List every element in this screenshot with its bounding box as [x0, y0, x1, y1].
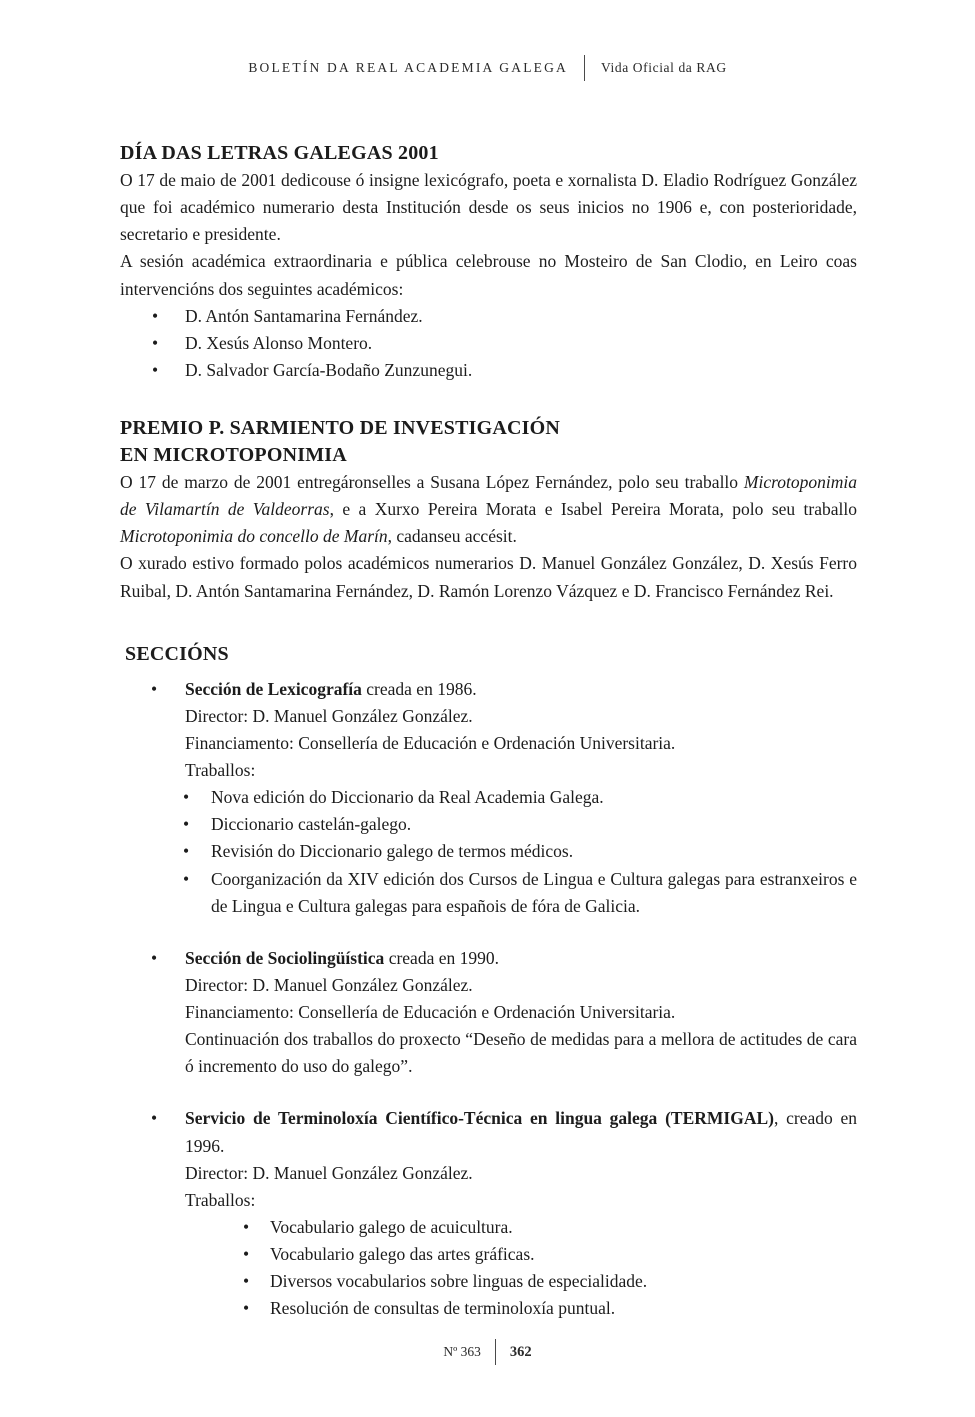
header-section-title: Vida Oficial da RAG — [601, 59, 727, 75]
italic-title: Microtoponimia do concello de Marín — [120, 526, 388, 547]
text-run: , e a Xurxo Pereira Morata e Isabel Pereira Morata, polo seu traballo — [329, 499, 857, 520]
page-footer — [0, 1339, 975, 1365]
list-item: • Revisión do Diccionario galego de termos médicos. — [185, 838, 857, 865]
list-item: • D. Salvador García-Bodaño Zunzunegui. — [120, 357, 857, 384]
seccion-item-lexicografia — [120, 676, 857, 920]
list-item: • Diccionario castelán-galego. — [185, 811, 857, 838]
item-lead — [185, 945, 857, 972]
journal-title: BOLETÍN DA REAL ACADEMIA GALEGA — [248, 59, 568, 75]
page-content — [120, 140, 857, 1322]
section-title: DÍA DAS LETRAS GALEGAS 2001 — [120, 142, 439, 164]
page-header — [0, 55, 975, 81]
section-title-line2: EN MICROTOPONIMIA — [120, 444, 347, 466]
item-name: Sección de Sociolingüística — [185, 947, 385, 968]
traballos-list — [185, 784, 857, 920]
item-lead — [185, 676, 857, 703]
item-lead — [185, 1105, 857, 1159]
text-run: O 17 de marzo de 2001 entregáronselles a Susana López Fernández, polo seu traballo — [120, 472, 744, 492]
list-item: • Resolución de consultas de terminoloxía puntual. — [185, 1295, 857, 1322]
item-line: Financiamento: Consellería de Educación e Ordenación Universitaria. — [185, 1002, 676, 1022]
seccion-item-sociolinguistica — [120, 945, 857, 1081]
seccion-item-termigal — [120, 1105, 857, 1322]
list-item: • D. Antón Santamarina Fernández. — [120, 303, 857, 330]
item-line: Director: D. Manuel González González. — [185, 974, 473, 995]
item-line: Director: D. Manuel González González. — [185, 1162, 473, 1183]
section-premio-sarmiento — [120, 415, 857, 605]
paragraph: O xurado estivo formado polos académicos numerarios D. Manuel González González, D. Xesús Ferro Ruibal, D. Antón Santamarina Fernández, D. Ramón Lorenzo Vázquez e D. Francisco Fernández Rei. — [120, 553, 857, 601]
issue-number: Nº 363 — [443, 1343, 481, 1359]
list-item: • Diversos vocabularios sobre linguas de especialidade. — [185, 1268, 857, 1295]
item-name: Servicio de Terminoloxía Científico-Técnica en lingua galega (TERMIGAL) — [185, 1108, 774, 1129]
list-item: • Vocabulario galego de acuicultura. — [185, 1214, 857, 1241]
italic-title: Microtoponimia de Vilamartín de Valdeorras — [120, 472, 857, 520]
section-seccions — [120, 641, 857, 1323]
list-item: • Coorganización da XIV edición dos Cursos de Lingua e Cultura galegas para estranxeiros e de Lingua e Cultura galegas para españois de fóra de Galicia. — [185, 866, 857, 920]
item-rest: creada en 1986. — [361, 678, 477, 699]
page-number: 362 — [509, 1343, 532, 1360]
text-run: , cadanseu accésit. — [387, 526, 517, 547]
section-title-line1: PREMIO P. SARMIENTO DE INVESTIGACIÓN — [120, 417, 561, 439]
traballos-list — [185, 1214, 857, 1323]
list-item: • Vocabulario galego das artes gráficas. — [185, 1241, 857, 1268]
section-dia-das-letras — [120, 140, 857, 384]
item-rest: creada en 1990. — [384, 947, 499, 968]
item-line: Financiamento: Consellería de Educación e Ordenación Universitaria. — [185, 732, 676, 753]
list-item: • D. Xesús Alonso Montero. — [120, 330, 857, 357]
footer-divider — [495, 1339, 496, 1365]
item-name: Sección de Lexicografía — [185, 678, 362, 699]
list-item: • Nova edición do Diccionario da Real Academia Galega. — [185, 784, 857, 811]
paragraph: A sesión académica extraordinaria e pública celebrouse no Mosteiro de San Clodio, en Leiro coas intervencións dos seguintes académicos: — [120, 251, 857, 299]
item-line: Traballos: — [185, 760, 256, 780]
item-rest: , creado en 1996. — [185, 1108, 857, 1156]
header-divider — [584, 55, 585, 81]
paragraph — [120, 469, 857, 550]
item-line: Traballos: — [185, 1189, 256, 1210]
section-title: SECCIÓNS — [125, 642, 229, 665]
item-line: Director: D. Manuel González González. — [185, 705, 473, 726]
item-line: Continuación dos traballos do proxecto “Deseño de medidas para a mellora de actitudes de cara ó incremento do uso do galego”. — [185, 1029, 857, 1077]
paragraph: O 17 de maio de 2001 dedicouse ó insigne lexicógrafo, poeta e xornalista D. Eladio Rodríguez González que foi académico numerario desta Institución desde os seus inicios no 1906 e, con posterioridade, secretario e presidente. — [120, 170, 857, 245]
academicos-list — [120, 303, 857, 384]
